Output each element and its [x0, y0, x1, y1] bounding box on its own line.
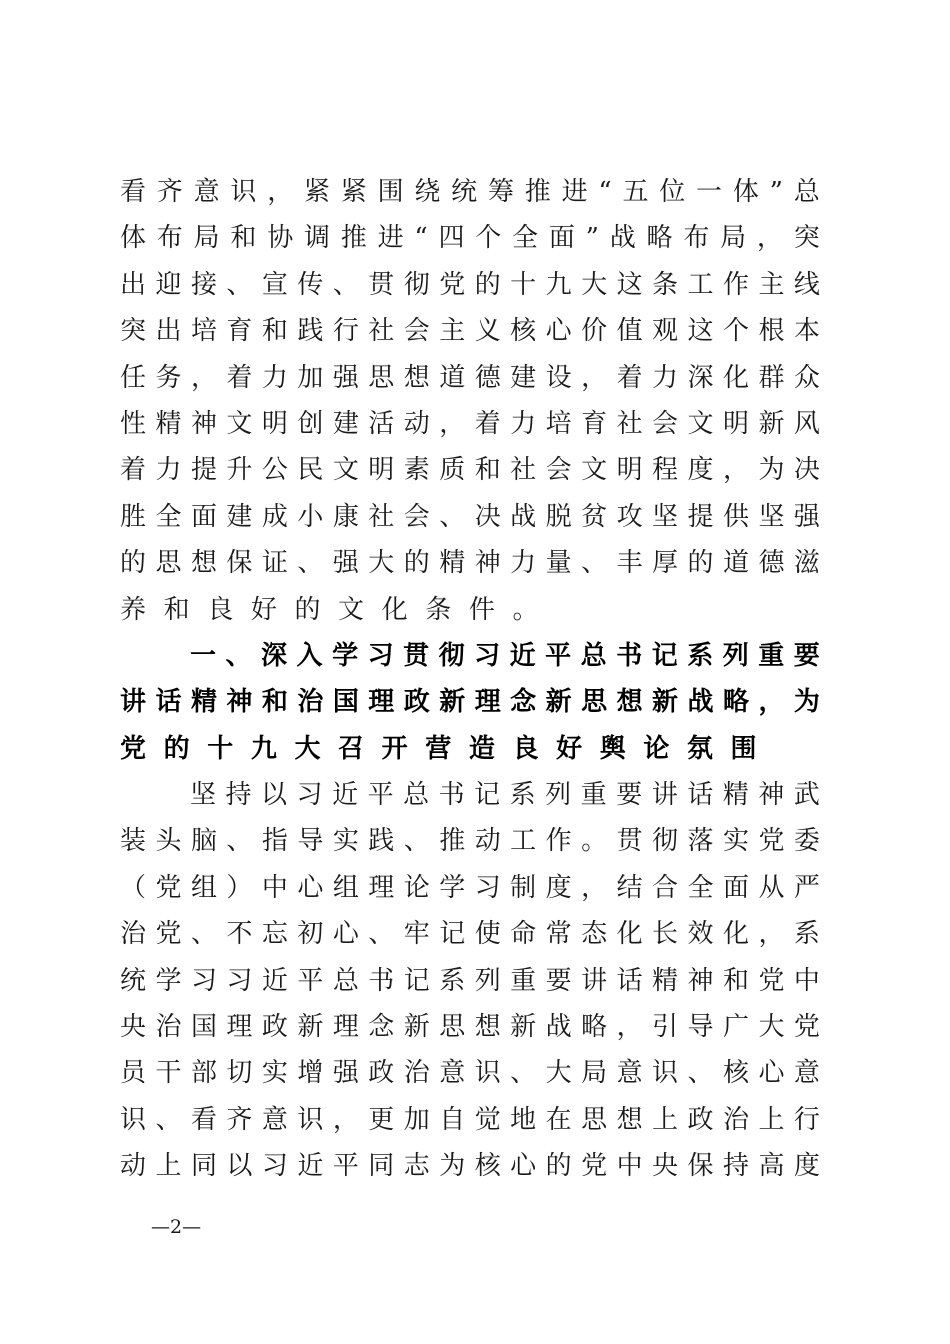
paragraph-line: 任 务 ， 着 力 加 强 思 想 道 德 建 设 ， 着 力 深 化 群 众 [120, 362, 820, 393]
paragraph-line: 性 精 神 文 明 创 建 活 动 ， 着 力 培 育 社 会 文 明 新 风 [120, 408, 820, 439]
paragraph-line: 识 、 看 齐 意 识 ， 更 加 自 觉 地 在 思 想 上 政 治 上 行 [120, 1104, 820, 1135]
paragraph-line: 出 迎 接 、 宣 传 、 贯 彻 党 的 十 九 大 这 条 工 作 主 线 [120, 269, 820, 300]
paragraph-line: 统 学 习 习 近 平 总 书 记 系 列 重 要 讲 话 精 神 和 党 中 [120, 965, 820, 996]
paragraph-line: 坚 持 以 习 近 平 总 书 记 系 列 重 要 讲 话 精 神 武 [190, 780, 820, 811]
paragraph-line: 的 思 想 保 证 、 强 大 的 精 神 力 量 、 丰 厚 的 道 德 滋 [120, 548, 820, 579]
paragraph-line: 体 布 局 和 协 调 推 进 “ 四 个 全 面 ” 战 略 布 局 ， 突 [120, 223, 820, 254]
paragraph-line: 治 党 、 不 忘 初 心 、 牢 记 使 命 常 态 化 长 效 化 ， 系 [120, 919, 820, 950]
section-heading-line: 讲 话 精 神 和 治 国 理 政 新 理 念 新 思 想 新 战 略 ， 为 [120, 687, 820, 718]
paragraph-line: 胜 全 面 建 成 小 康 社 会 、 决 战 脱 贫 攻 坚 提 供 坚 强 [120, 501, 820, 532]
paragraph-line: 装 头 脑 、 指 导 实 践 、 推 动 工 作 。 贯 彻 落 实 党 委 [120, 826, 820, 857]
section-heading-line: 一 、 深 入 学 习 贯 彻 习 近 平 总 书 记 系 列 重 要 [190, 640, 820, 671]
body-text [120, 169, 820, 1190]
paragraph-line: 着 力 提 升 公 民 文 明 素 质 和 社 会 文 明 程 度 ， 为 决 [120, 455, 820, 486]
section-heading-line: 党 的 十 九 大 召 开 营 造 良 好 舆 论 氛 围 [120, 733, 757, 764]
paragraph-line: 看 齐 意 识 ， 紧 紧 围 绕 统 筹 推 进 “ 五 位 一 体 ” 总 [120, 177, 820, 207]
paragraph-line: 突 出 培 育 和 践 行 社 会 主 义 核 心 价 值 观 这 个 根 本 [120, 316, 820, 347]
page-number: —2— [151, 1216, 202, 1238]
paragraph-line: 养 和 良 好 的 文 化 条 件 。 [120, 594, 539, 625]
paragraph-line: 动 上 同 以 习 近 平 同 志 为 核 心 的 党 中 央 保 持 高 度 [120, 1151, 820, 1182]
paragraph-line: 央 治 国 理 政 新 理 念 新 思 想 新 战 略 ， 引 导 广 大 党 [120, 1012, 820, 1043]
paragraph-line: 员 干 部 切 实 增 强 政 治 意 识 、 大 局 意 识 、 核 心 意 [120, 1058, 820, 1089]
paragraph-line: （ 党 组 ） 中 心 组 理 论 学 习 制 度 ， 结 合 全 面 从 严 [120, 872, 820, 903]
